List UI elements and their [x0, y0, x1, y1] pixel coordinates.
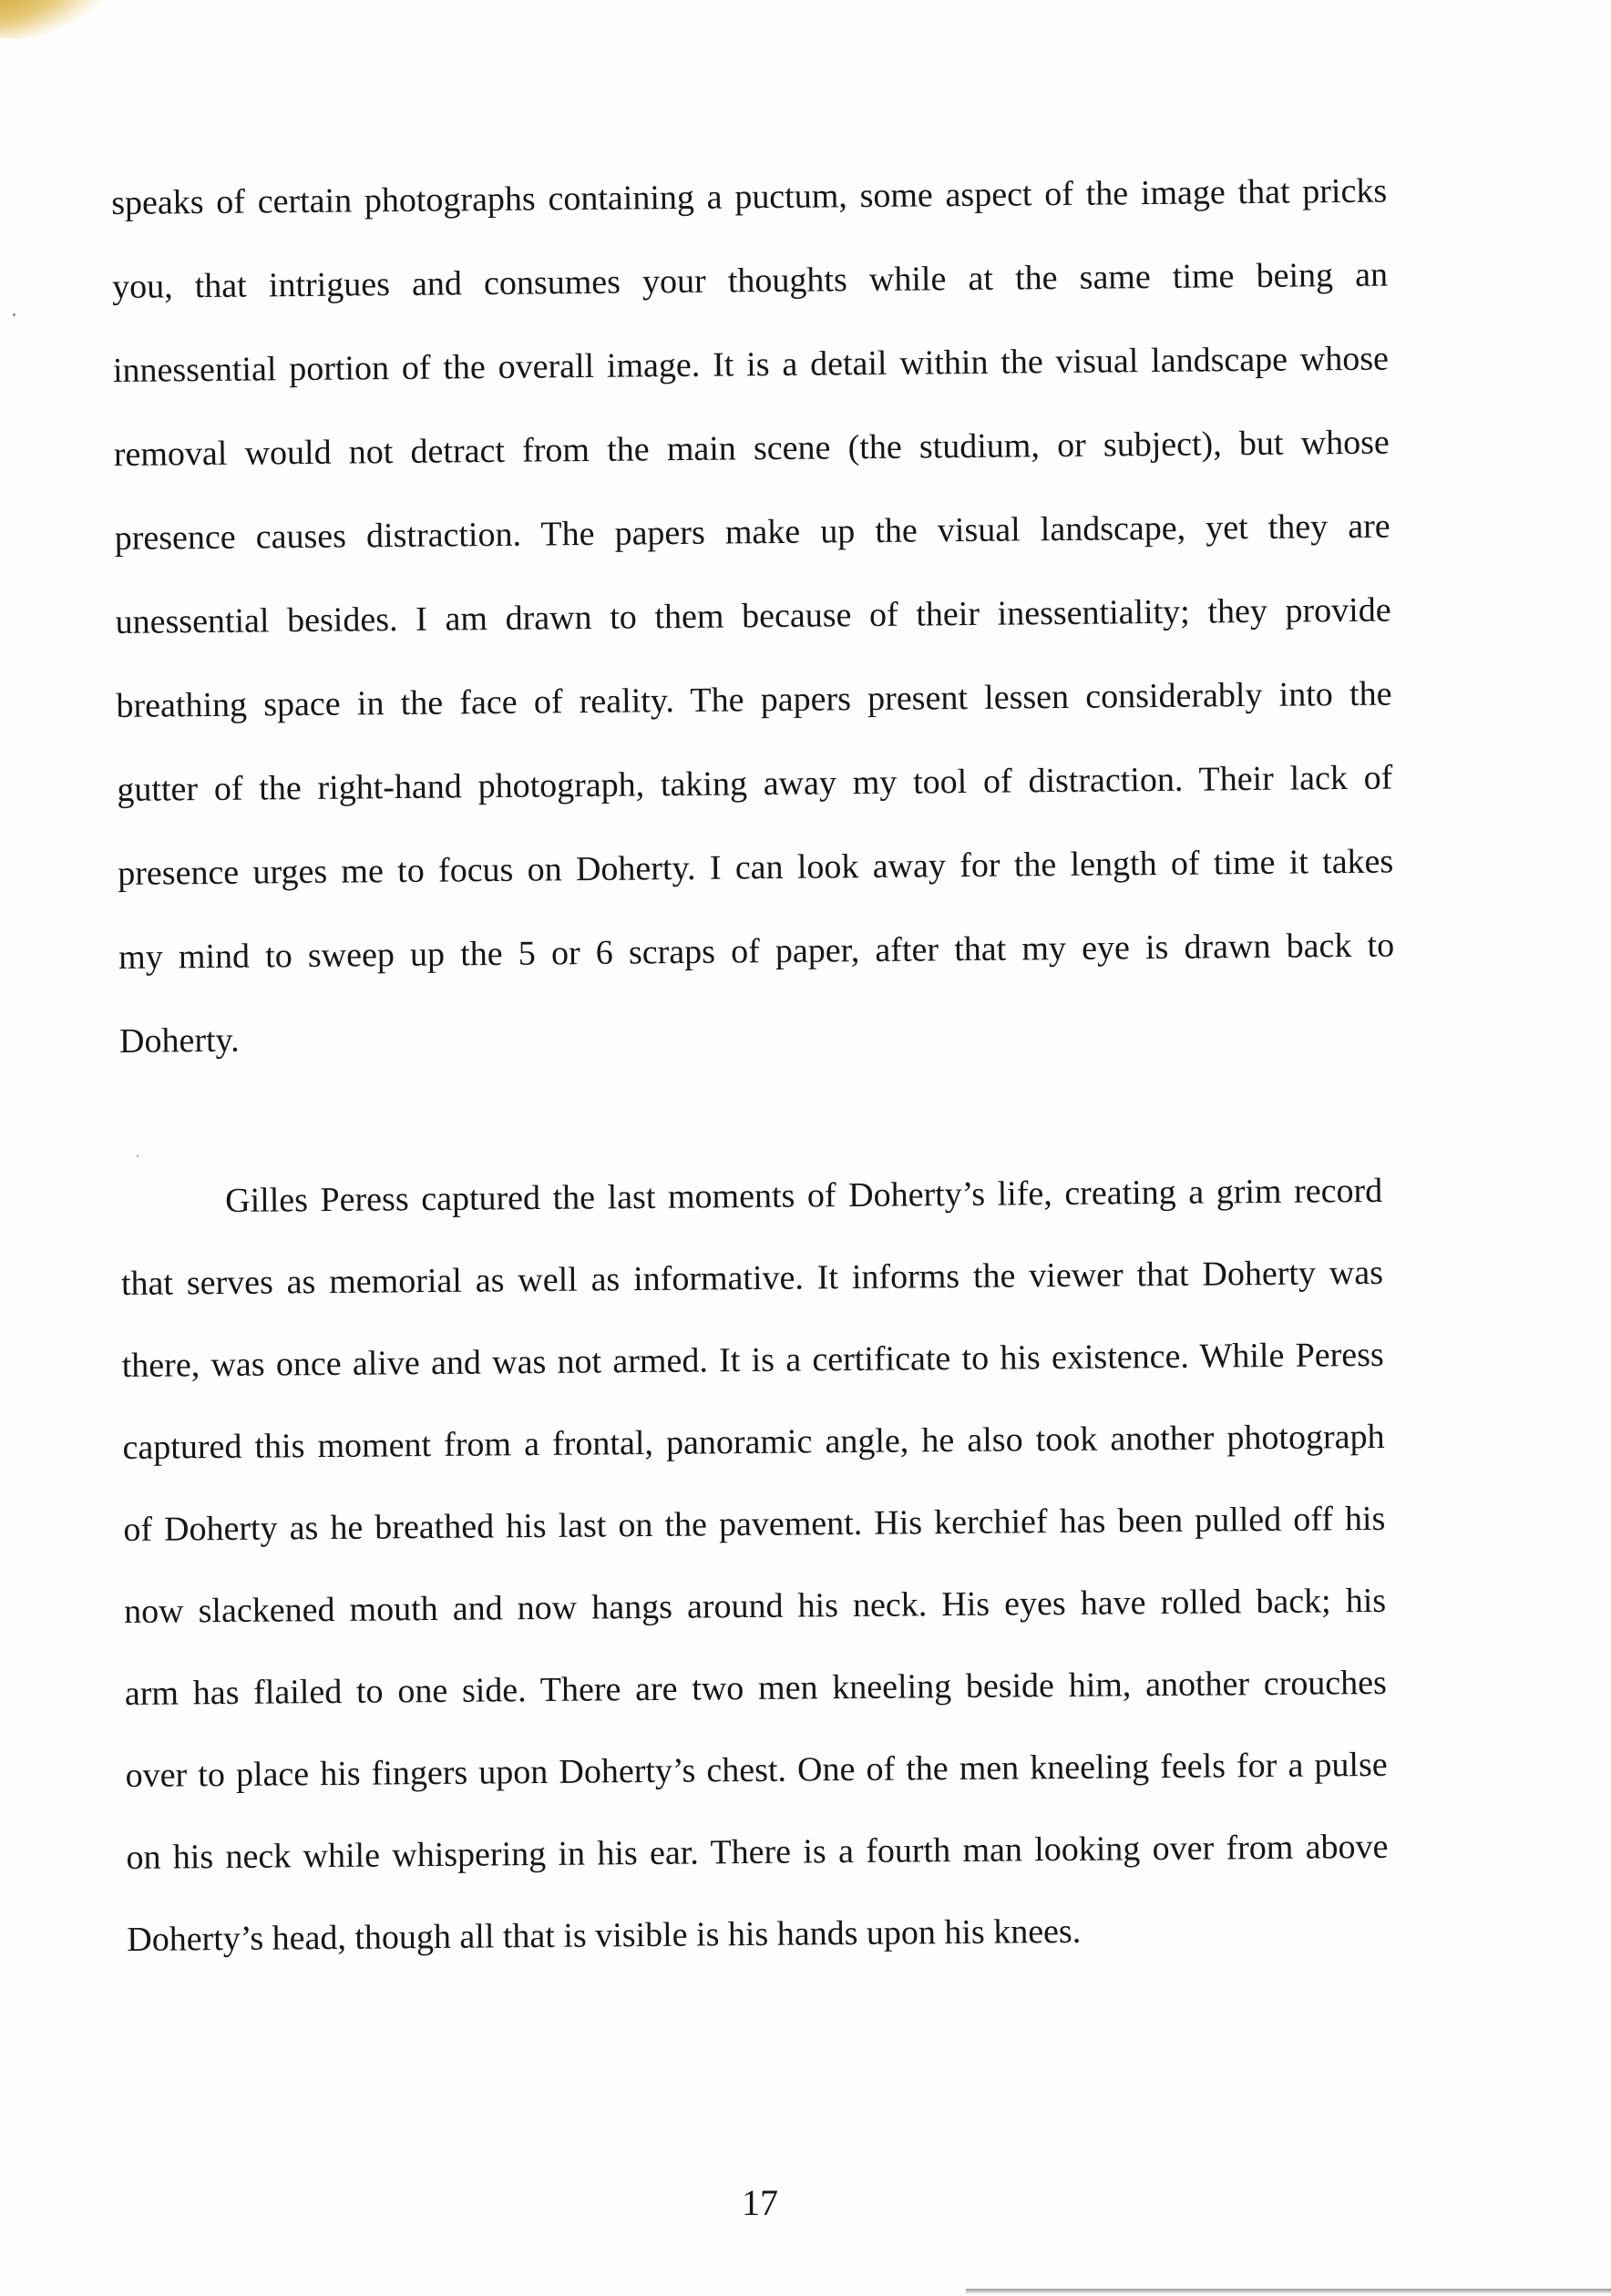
paper-speck [13, 313, 15, 316]
paragraph-line: presence urges me to focus on Doherty. I can look away for the length of time it takes [118, 842, 1394, 893]
corner-stain [0, 0, 116, 51]
paragraph-1 [111, 170, 1395, 1061]
paper-speck [137, 1155, 139, 1157]
paragraph-line: gutter of the right-hand photograph, taking away my tool of distraction. Their lack of [117, 758, 1393, 809]
paragraph-line: Doherty’s head, though all that is visible is his hands upon his knees. [127, 1912, 1082, 1959]
paragraph-line: speaks of certain photographs containing a puctum, some aspect of the image that pricks [111, 171, 1388, 222]
paragraph-line: presence causes distraction. The papers make up the visual landscape, yet they are [114, 507, 1390, 558]
page-number: 17 [742, 2182, 778, 2223]
paragraph-line: you, that intrigues and consumes your thoughts while at the same time being an [111, 255, 1389, 306]
paragraph-line: captured this moment from a frontal, panoramic angle, he also took another photograph [122, 1417, 1385, 1467]
paragraph-line: innessential portion of the overall image. It is a detail within the visual landscape whose [112, 339, 1390, 390]
paragraph-line: Doherty. [118, 1020, 240, 1061]
paragraph-line: there, was once alive and was not armed. It is a certificate to his existence. While Peress [121, 1335, 1384, 1385]
scan-edge-shadow [966, 2289, 1611, 2294]
paragraph-line: on his neck while whispering in his ear. There is a fourth man looking over from above [126, 1827, 1389, 1877]
paragraph-line: now slackened mouth and now hangs around his neck. His eyes have rolled back; his [123, 1581, 1387, 1631]
paragraph-line: unessential besides. I am drawn to them because of their inessentiality; they provide [115, 590, 1391, 641]
paragraph-line: over to place his fingers upon Doherty’s chest. One of the men kneeling feels for a pulse [125, 1745, 1388, 1795]
paragraph-line: breathing space in the face of reality. The papers present lessen considerably into the [116, 674, 1392, 725]
paragraph-line: removal would not detract from the main scene (the studium, or subject), but whose [113, 423, 1390, 474]
paragraph-2 [120, 1170, 1396, 1959]
paragraph-line: of Doherty as he breathed his last on the pavement. His kerchief has been pulled off his [123, 1499, 1386, 1549]
paragraph-line: that serves as memorial as well as informative. It informs the viewer that Doherty was [120, 1253, 1384, 1303]
paragraph-line: arm has flailed to one side. There are two men kneeling beside him, another crouches [124, 1663, 1388, 1713]
paragraph-line: Gilles Peress captured the last moments of Doherty’s life, creating a grim record [225, 1171, 1383, 1220]
paragraph-line: my mind to sweep up the 5 or 6 scraps of paper, after that my eye is drawn back to [118, 926, 1395, 977]
